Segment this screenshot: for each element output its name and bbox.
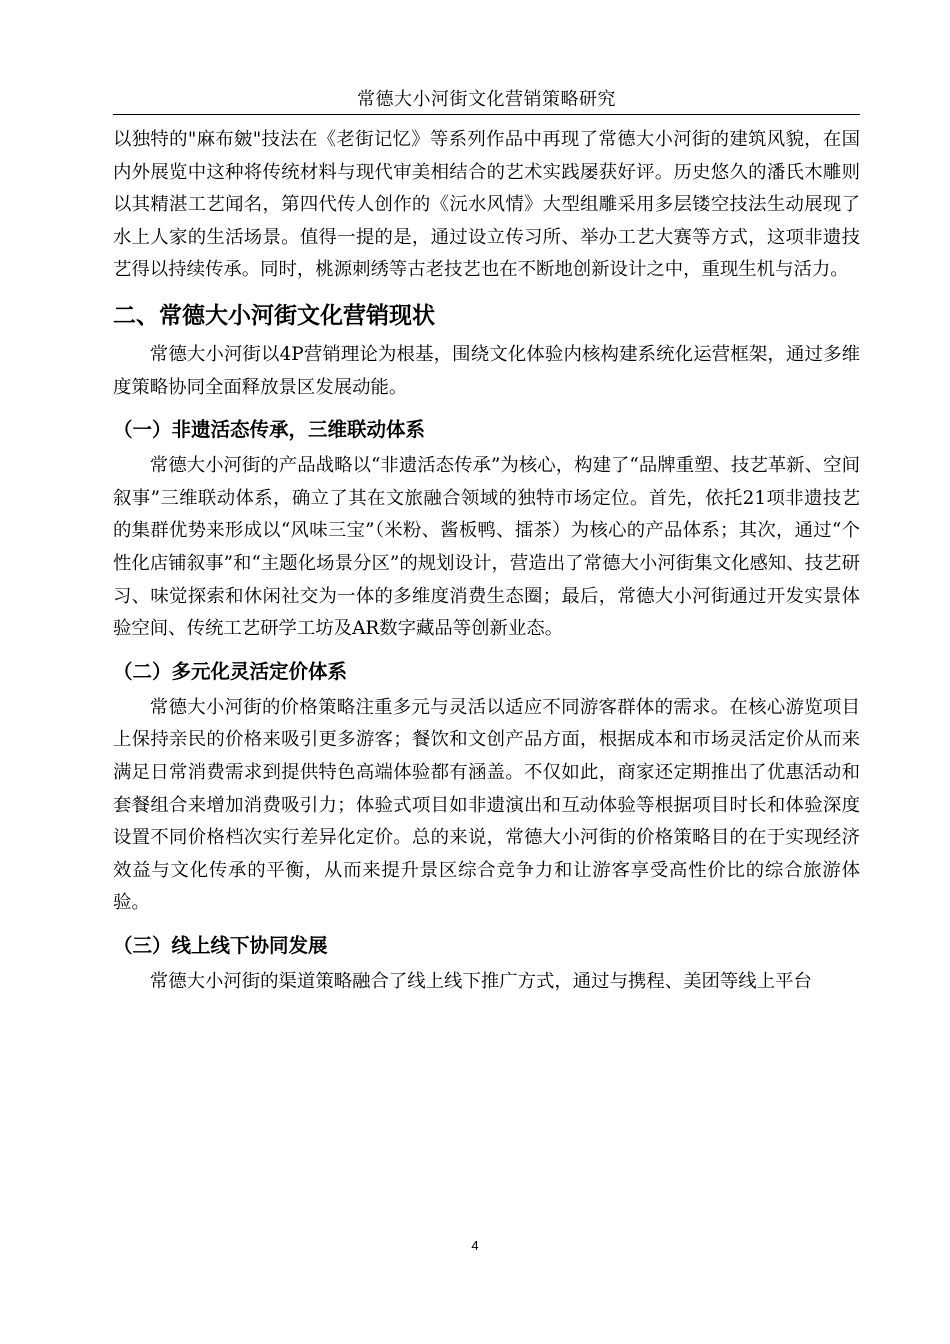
paragraph-continued: 以独特的"麻布皴"技法在《老街记忆》等系列作品中再现了常德大小河街的建筑风貌，在国内外展览中这种将传统材料与现代审美相结合的艺术实践屡获好评。历史悠久的潘氏木雕则以其精湛工艺闻名，第四代传人创作的《沅水风情》大型组雕采用多层镂空技法生动展现了水上人家的生活场景。值得一提的是，通过设立传习所、举办工艺大赛等方式，这项非遗技艺得以持续传承。同时，桃源刺绣等古老技艺也在不断地创新设计之中，重现生机与活力。 — [113, 129, 860, 281]
document-body — [113, 124, 860, 998]
paragraph: 常德大小河街的渠道策略融合了线上线下推广方式，通过与携程、美团等线上平台 — [149, 970, 812, 992]
subsection-heading: （一）非遗活态传承，三维联动体系 — [113, 418, 426, 442]
paragraph: 常德大小河街的产品战略以“非遗活态传承”为核心，构建了“品牌重塑、技艺革新、空间叙事”三维联动体系，确立了其在文旅融合领域的独特市场定位。首先，依托21项非遗技艺的集群优势来形成以“风味三宝”（米粉、酱板鸭、擂茶）为核心的产品体系；其次，通过“个性化店铺叙事”和“主题化场景分区”的规划设计，营造出了常德大小河街集文化感知、技艺研习、味觉探索和休闲社交为一体的多维度消费生态圈；最后，常德大小河街通过开发实景体验空间、传统工艺研学工坊及AR数字藏品等创新业态。 — [113, 455, 860, 640]
header-rule — [113, 114, 860, 115]
section-heading: 二、常德大小河街文化营销现状 — [113, 302, 435, 329]
subsection-heading: （三）线上线下协同发展 — [113, 933, 328, 957]
page-number: 4 — [471, 1238, 479, 1253]
paragraph: 常德大小河街以4P营销理论为根基，围绕文化体验内核构建系统化运营框架，通过多维度策略协同全面释放景区发展动能。 — [113, 343, 860, 398]
running-header: 常德大小河街文化营销策略研究 — [357, 89, 616, 110]
paragraph: 常德大小河街的价格策略注重多元与灵活以适应不同游客群体的需求。在核心游览项目上保持亲民的价格来吸引更多游客；餐饮和文创产品方面，根据成本和市场灵活定价从而来满足日常消费需求到提供特色高端体验都有涵盖。不仅如此，商家还定期推出了优惠活动和套餐组合来增加消费吸引力；体验式项目如非遗演出和互动体验等根据项目时长和体验深度设置不同价格档次实行差异化定价。总的来说，常德大小河街的价格策略目的在于实现经济效益与文化传承的平衡，从而来提升景区综合竞争力和让游客享受高性价比的综合旅游体验。 — [113, 696, 860, 914]
subsection-heading: （二）多元化灵活定价体系 — [113, 659, 348, 683]
